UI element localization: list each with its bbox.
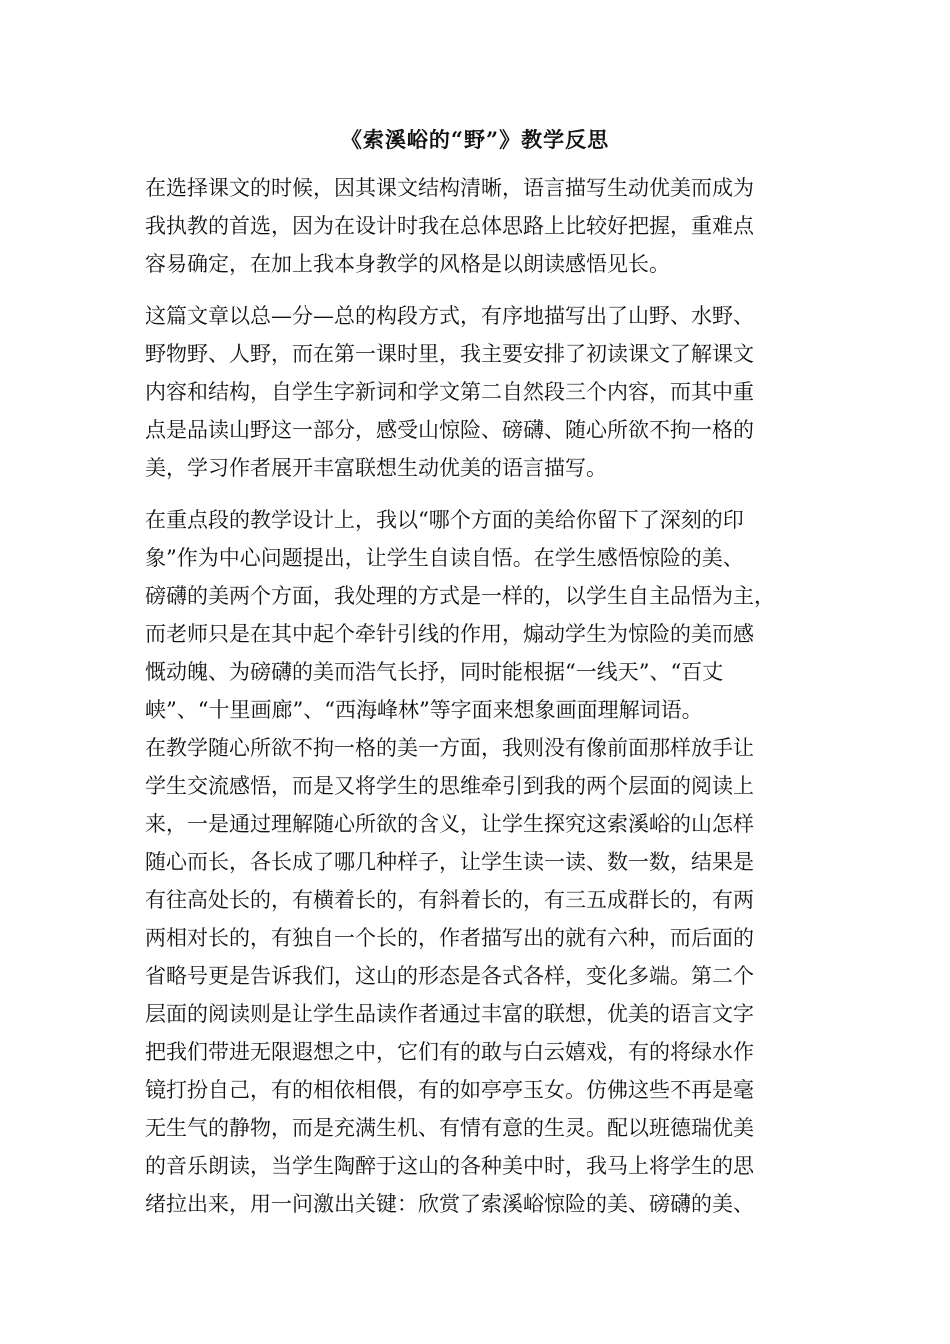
text-line: 无生气的静物，而是充满生机、有情有意的生灵。配以班德瑞优美 <box>145 1116 754 1140</box>
text-line: 象”作为中心问题提出，让学生自读自悟。在学生感悟惊险的美、 <box>145 546 744 570</box>
text-line: 在选择课文的时候，因其课文结构清晰，语言描写生动优美而成为 <box>145 176 754 200</box>
text-line: 在教学随心所欲不拘一格的美一方面，我则没有像前面那样放手让 <box>145 736 754 760</box>
text-line: 省略号更是告诉我们，这山的形态是各式各样，变化多端。第二个 <box>145 964 754 988</box>
text-line: 把我们带进无限遐想之中，它们有的敢与白云嬉戏，有的将绿水作 <box>145 1040 754 1064</box>
text-line: 层面的阅读则是让学生品读作者通过丰富的联想，优美的语言文字 <box>145 1002 754 1026</box>
text-line: 内容和结构，自学生字新词和学文第二自然段三个内容，而其中重 <box>145 380 754 404</box>
text-line: 峡”、“十里画廊”、“西海峰林”等字面来想象画面理解词语。 <box>145 698 703 722</box>
text-line: 容易确定，在加上我本身教学的风格是以朗读感悟见长。 <box>145 252 670 276</box>
text-line: 磅礴的美两个方面，我处理的方式是一样的，以学生自主品悟为主， <box>145 584 775 608</box>
text-line: 来，一是通过理解随心所欲的含义，让学生探究这索溪峪的山怎样 <box>145 812 754 836</box>
document-title: 《索溪峪的“野”》教学反思 <box>340 127 610 152</box>
text-line: 学生交流感悟，而是又将学生的思维牵引到我的两个层面的阅读上 <box>145 774 754 798</box>
text-line: 两相对长的，有独自一个长的，作者描写出的就有六种，而后面的 <box>145 926 754 950</box>
text-line: 而老师只是在其中起个牵针引线的作用，煽动学生为惊险的美而感 <box>145 622 754 646</box>
text-line: 点是品读山野这一部分，感受山惊险、磅礴、随心所欲不拘一格的 <box>145 418 754 442</box>
text-line: 我执教的首选，因为在设计时我在总体思路上比较好把握，重难点 <box>145 214 754 238</box>
text-line: 美，学习作者展开丰富联想生动优美的语言描写。 <box>145 456 607 480</box>
text-line: 随心而长，各长成了哪几种样子，让学生读一读、数一数，结果是 <box>145 850 754 874</box>
text-line: 的音乐朗读，当学生陶醉于这山的各种美中时，我马上将学生的思 <box>145 1154 754 1178</box>
text-line: 绪拉出来，用一问激出关键：欣赏了索溪峪惊险的美、磅礴的美、 <box>145 1192 754 1216</box>
text-line: 在重点段的教学设计上，我以“哪个方面的美给你留下了深刻的印 <box>145 508 744 532</box>
text-line: 有往高处长的，有横着长的，有斜着长的，有三五成群长的，有两 <box>145 888 754 912</box>
text-line: 慨动魄、为磅礴的美而浩气长抒，同时能根据“一线天”、“百丈 <box>145 660 724 684</box>
text-line: 野物野、人野，而在第一课时里，我主要安排了初读课文了解课文 <box>145 342 754 366</box>
text-line: 镜打扮自己，有的相依相偎，有的如亭亭玉女。仿佛这些不再是毫 <box>145 1078 754 1102</box>
text-line: 这篇文章以总—分—总的构段方式，有序地描写出了山野、水野、 <box>145 304 754 328</box>
